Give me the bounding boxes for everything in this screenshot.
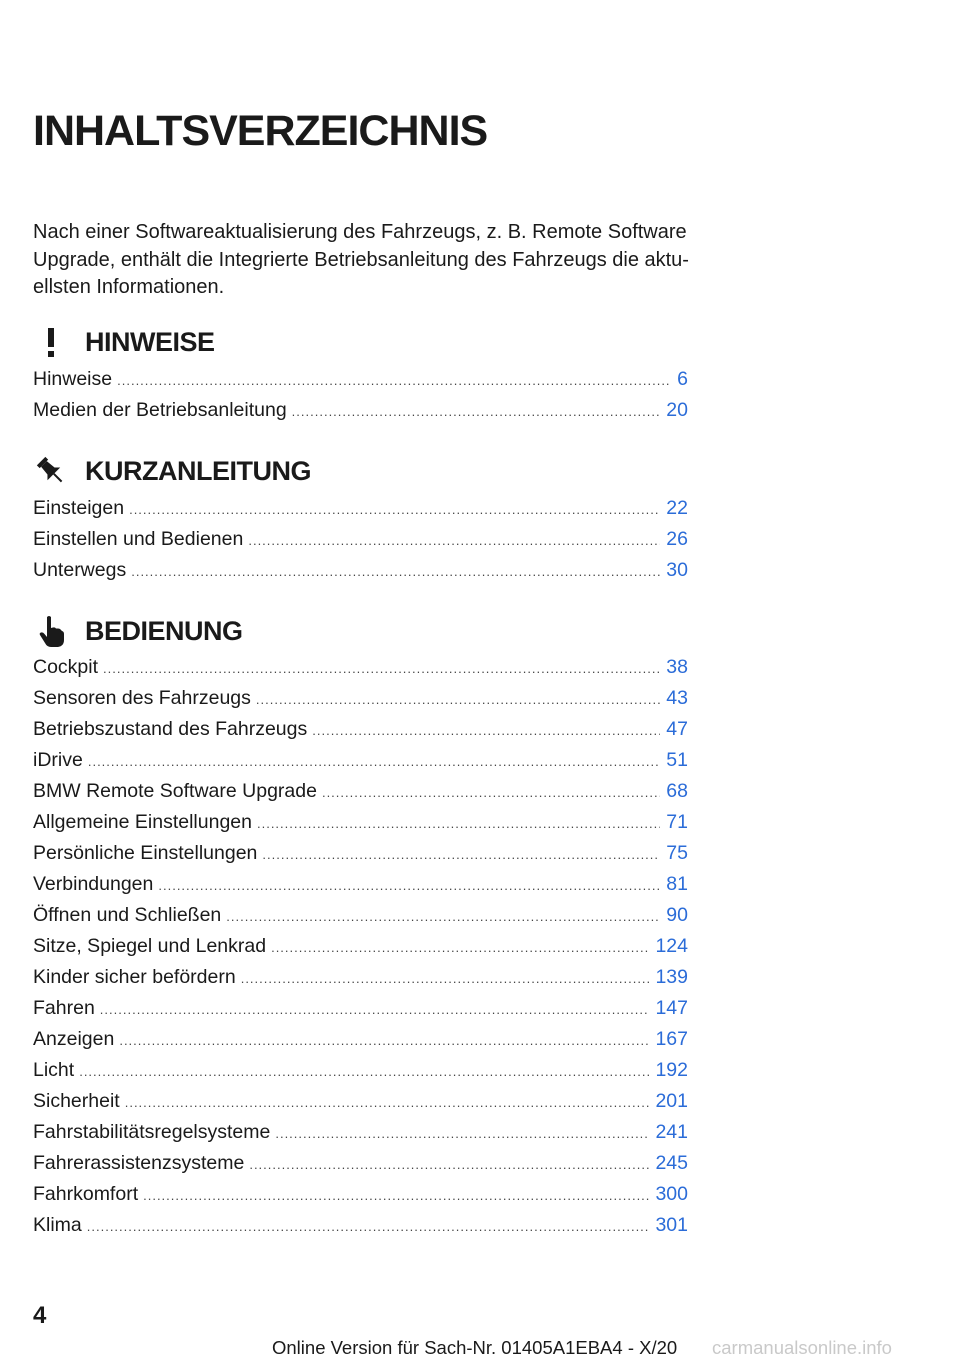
page-number: 4: [33, 1302, 47, 1329]
toc-entry-label: Verbindungen: [33, 873, 154, 895]
hand-pointer-icon: [31, 614, 71, 648]
toc-entry-page[interactable]: 245: [655, 1152, 688, 1174]
toc-entry-label: Fahrkomfort: [33, 1183, 139, 1205]
toc-entry[interactable]: [33, 1024, 688, 1055]
toc-entry-page[interactable]: 71: [666, 811, 688, 833]
section-header-bedienung: [33, 611, 688, 651]
toc-entry-label: Einsteigen: [33, 497, 125, 519]
toc-entry-label: Persönliche Einstellungen: [33, 842, 258, 864]
toc-entry-label: Sensoren des Fahrzeugs: [33, 687, 251, 709]
toc-entry-page[interactable]: 26: [666, 528, 688, 550]
toc-entry[interactable]: [33, 745, 688, 776]
toc-entry-label: Fahren: [33, 997, 95, 1019]
exclamation-icon: [31, 325, 71, 359]
toc-entry-label: Fahrerassistenzsysteme: [33, 1152, 245, 1174]
toc-entry[interactable]: [33, 931, 688, 962]
section-header-kurzanleitung: [33, 451, 688, 491]
toc-entry[interactable]: [33, 1148, 688, 1179]
toc-entry-page[interactable]: 124: [655, 935, 688, 957]
toc-entry[interactable]: [33, 395, 688, 426]
toc-entry-page[interactable]: 6: [677, 368, 688, 390]
toc-entry-label: Klima: [33, 1214, 82, 1236]
toc-entry-page[interactable]: 20: [666, 399, 688, 421]
footer-text: Online Version für Sach-Nr. 01405A1EBA4 - X/20: [272, 1337, 678, 1358]
toc-entry[interactable]: [33, 1210, 688, 1241]
toc-entry-page[interactable]: 51: [666, 749, 688, 771]
toc-list-kurzanleitung: [33, 493, 688, 586]
toc-entry-page[interactable]: 241: [655, 1121, 688, 1143]
toc-entry[interactable]: [33, 1117, 688, 1148]
toc-entry-label: Sicherheit: [33, 1090, 120, 1112]
toc-entry-label: Cockpit: [33, 656, 99, 678]
toc-entry-page[interactable]: 43: [666, 687, 688, 709]
toc-entry-label: Fahrstabilitätsregelsysteme: [33, 1121, 271, 1143]
intro-paragraph: Nach einer Softwareaktualisierung des Fahrzeugs, z. B. Remote Software Upgrade, enthält die Integrierte Betriebsanleitung des Fahrzeugs die aktuellsten Informationen.: [33, 221, 689, 298]
toc-entry-page[interactable]: 301: [655, 1214, 688, 1236]
toc-entry-label: Anzeigen: [33, 1028, 115, 1050]
toc-entry-page[interactable]: 81: [666, 873, 688, 895]
toc-entry-page[interactable]: 75: [666, 842, 688, 864]
toc-entry-page[interactable]: 201: [655, 1090, 688, 1112]
toc-entry[interactable]: [33, 683, 688, 714]
toc-entry[interactable]: [33, 962, 688, 993]
toc-entry[interactable]: [33, 776, 688, 807]
toc-entry[interactable]: [33, 1179, 688, 1210]
toc-entry[interactable]: [33, 838, 688, 869]
toc-entry-label: BMW Remote Software Upgrade: [33, 780, 317, 802]
toc-entry-label: Allgemeine Einstellungen: [33, 811, 252, 833]
toc-entry-label: Einstellen und Bedienen: [33, 528, 244, 550]
toc-entry-page[interactable]: 68: [666, 780, 688, 802]
toc-entry-page[interactable]: 38: [666, 656, 688, 678]
page-title: INHALTSVERZEICHNIS: [33, 107, 488, 155]
toc-entry-page[interactable]: 147: [655, 997, 688, 1019]
toc-entry-page[interactable]: 192: [655, 1059, 688, 1081]
toc-entry[interactable]: [33, 652, 688, 683]
toc-entry-page[interactable]: 22: [666, 497, 688, 519]
toc-entry-label: Medien der Betriebsanleitung: [33, 399, 287, 421]
toc-entry[interactable]: [33, 993, 688, 1024]
watermark: carmanualsonline.info: [712, 1337, 892, 1358]
toc-entry-label: Licht: [33, 1059, 75, 1081]
toc-entry-page[interactable]: 300: [655, 1183, 688, 1205]
toc-entry-page[interactable]: 30: [666, 559, 688, 581]
toc-entry[interactable]: [33, 1055, 688, 1086]
toc-entry-page[interactable]: 90: [666, 904, 688, 926]
toc-entry[interactable]: [33, 900, 688, 931]
toc-entry-page[interactable]: 167: [655, 1028, 688, 1050]
toc-entry[interactable]: [33, 555, 688, 586]
toc-entry[interactable]: [33, 714, 688, 745]
toc-list-hinweise: [33, 364, 688, 426]
section-title: KURZANLEITUNG: [85, 455, 311, 486]
toc-entry-label: iDrive: [33, 749, 83, 771]
toc-entry[interactable]: [33, 807, 688, 838]
section-title: BEDIENUNG: [85, 615, 243, 646]
toc-entry[interactable]: [33, 1086, 688, 1117]
toc-list-bedienung: [33, 652, 688, 1241]
pin-icon: [31, 454, 71, 488]
toc-entry-page[interactable]: 139: [655, 966, 688, 988]
toc-entry[interactable]: [33, 493, 688, 524]
toc-entry-label: Betriebszustand des Fahrzeugs: [33, 718, 308, 740]
toc-entry-label: Kinder sicher befördern: [33, 966, 236, 988]
toc-entry-label: Sitze, Spiegel und Lenkrad: [33, 935, 267, 957]
toc-entry-label: Öffnen und Schließen: [33, 904, 222, 926]
section-title: HINWEISE: [85, 326, 215, 357]
section-header-hinweise: [33, 322, 688, 362]
toc-entry-label: Unterwegs: [33, 559, 127, 581]
toc-entry[interactable]: [33, 364, 688, 395]
toc-entry-page[interactable]: 47: [666, 718, 688, 740]
toc-entry-label: Hinweise: [33, 368, 113, 390]
toc-entry[interactable]: [33, 869, 688, 900]
toc-entry[interactable]: [33, 524, 688, 555]
